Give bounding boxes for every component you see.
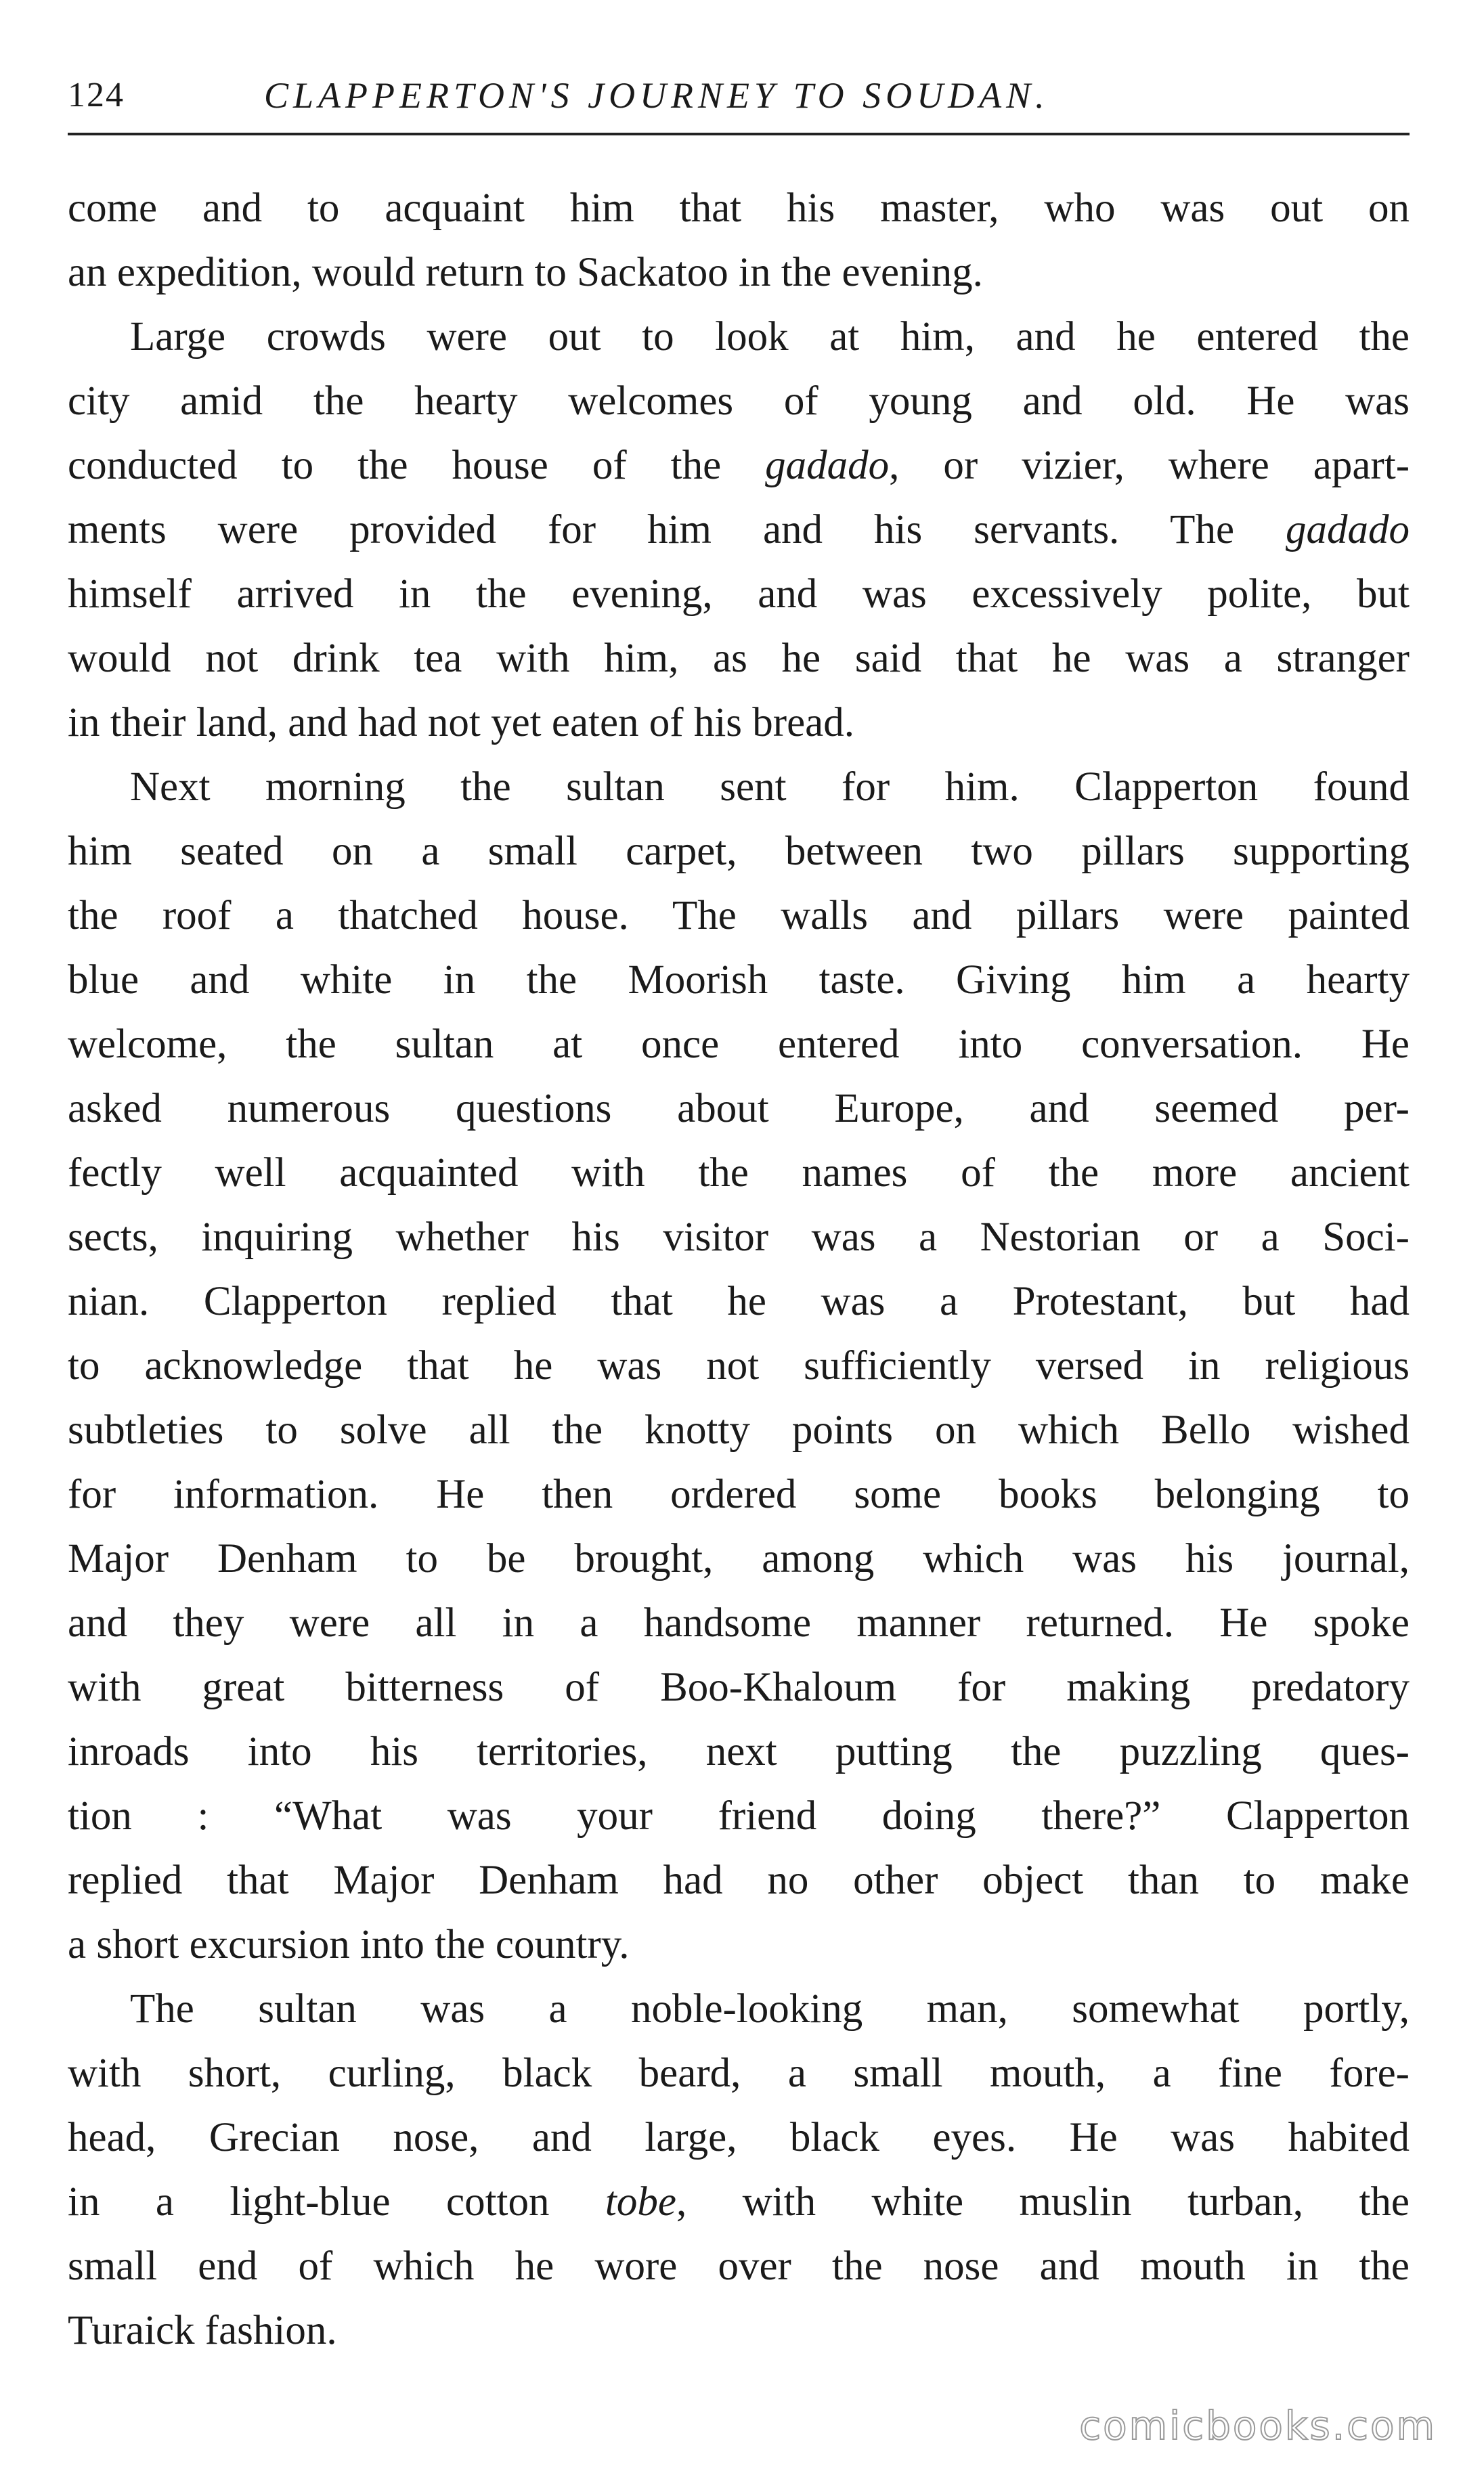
text-line: subtleties to solve all the knotty points on which Bello wished bbox=[68, 1407, 1410, 1453]
text-line: Next morning the sultan sent for him. Clapperton found bbox=[130, 764, 1410, 810]
text-line: head, Grecian nose, and large, black eyes. He was habited bbox=[68, 2115, 1410, 2160]
italic-term: gadado bbox=[1286, 507, 1410, 552]
header-rule bbox=[68, 133, 1410, 135]
text-line: The sultan was a noble-looking man, somewhat portly, bbox=[130, 1986, 1410, 2032]
text-line: conducted to the house of the gadado, or vizier, where apart- bbox=[68, 443, 1410, 488]
text-line: city amid the hearty welcomes of young and old. He was bbox=[68, 378, 1410, 424]
text-line: in a light-blue cotton tobe, with white muslin turban, the bbox=[68, 2179, 1410, 2225]
text-line: blue and white in the Moorish taste. Giving him a hearty bbox=[68, 957, 1410, 1003]
running-header bbox=[68, 65, 1408, 126]
text-line: with great bitterness of Boo-Khaloum for making predatory bbox=[68, 1665, 1410, 1710]
text-line: small end of which he wore over the nose and mouth in the bbox=[68, 2244, 1410, 2289]
text-line: welcome, the sultan at once entered into conversation. He bbox=[68, 1022, 1410, 1067]
text-line: to acknowledge that he was not sufficiently versed in religious bbox=[68, 1343, 1410, 1388]
watermark: comicbooks.com bbox=[1079, 2403, 1437, 2449]
paragraph bbox=[68, 755, 1410, 1977]
text-line: with short, curling, black beard, a small mouth, a fine fore- bbox=[68, 2051, 1410, 2096]
running-title: CLAPPERTON'S JOURNEY TO SOUDAN. bbox=[264, 75, 1049, 116]
text-line: a short excursion into the country. bbox=[68, 1922, 630, 1967]
text-line: the roof a thatched house. The walls and pillars were painted bbox=[68, 893, 1410, 938]
text-line: sects, inquiring whether his visitor was a Nestorian or a Soci- bbox=[68, 1215, 1410, 1260]
text-line: would not drink tea with him, as he said that he was a stranger bbox=[68, 636, 1410, 681]
text-line: fectly well acquainted with the names of the more ancient bbox=[68, 1150, 1410, 1196]
text-line: ments were provided for him and his servants. The gadado bbox=[68, 507, 1410, 552]
paragraph bbox=[68, 176, 1410, 305]
text-line: tion : “What was your friend doing there?” Clapperton bbox=[68, 1793, 1410, 1839]
text-line: and they were all in a handsome manner returned. He spoke bbox=[68, 1600, 1410, 1646]
text-line: replied that Major Denham had no other object than to make bbox=[68, 1858, 1410, 1903]
paragraph bbox=[68, 305, 1410, 755]
text-line: an expedition, would return to Sackatoo in the evening. bbox=[68, 250, 983, 295]
text-line: Large crowds were out to look at him, and he entered the bbox=[130, 314, 1410, 359]
page-number: 124 bbox=[68, 76, 125, 114]
text-line: come and to acquaint him that his master, who was out on bbox=[68, 185, 1410, 231]
text-line: himself arrived in the evening, and was excessively polite, but bbox=[68, 571, 1410, 617]
italic-term: tobe bbox=[605, 2179, 676, 2225]
text-line: inroads into his territories, next putting the puzzling ques- bbox=[68, 1729, 1410, 1774]
text-line: Major Denham to be brought, among which was his journal, bbox=[68, 1536, 1410, 1581]
italic-term: gadado bbox=[765, 443, 890, 488]
text-line: nian. Clapperton replied that he was a Protestant, but had bbox=[68, 1279, 1410, 1324]
text-line: him seated on a small carpet, between two pillars supporting bbox=[68, 829, 1410, 874]
body-text bbox=[68, 176, 1410, 2363]
text-line: in their land, and had not yet eaten of his bread. bbox=[68, 700, 855, 745]
text-line: asked numerous questions about Europe, and seemed per- bbox=[68, 1086, 1410, 1131]
text-line: for information. He then ordered some books belonging to bbox=[68, 1472, 1410, 1517]
text-line: Turaick fashion. bbox=[68, 2308, 337, 2353]
paragraph bbox=[68, 1977, 1410, 2363]
